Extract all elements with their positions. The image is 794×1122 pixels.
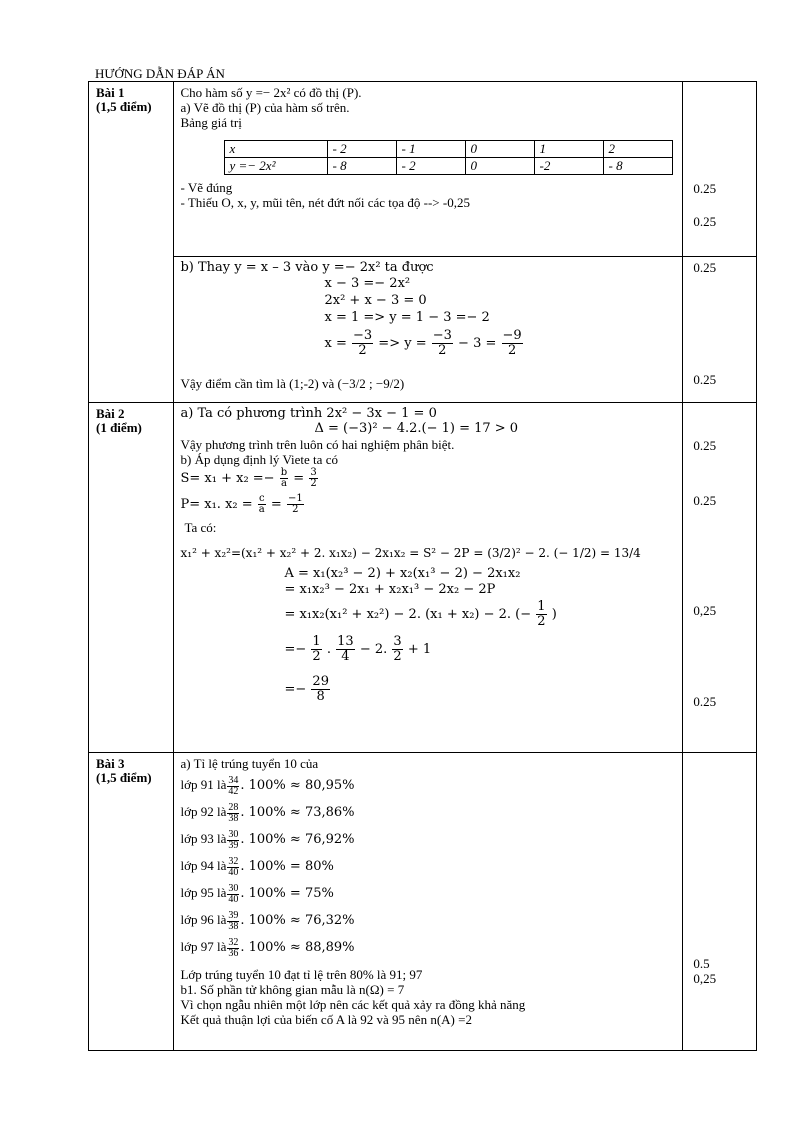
fraction: $\frac{34}{42}$ — [228, 774, 239, 797]
value-cell: y =− 2x² — [225, 158, 328, 175]
class-rate-91: lớp 91 là $\frac{34}{42}$ . 100% ≈ 80,95% — [180, 774, 355, 797]
fraction: $\frac{-3}{2}$ — [432, 328, 452, 358]
answer-table — [88, 81, 757, 1051]
bai2-l11: = x₁x₂(x₁² + x₂²) − 2. (x₁ + x₂) − 2. (− $\frac{1}{2}$ ) — [284, 599, 557, 629]
fraction: $\frac{1}{2}$ — [537, 599, 546, 629]
fraction: $\frac{3}{2}$ — [310, 467, 317, 489]
bai3-points: (1,5 điểm) — [96, 770, 152, 785]
fraction: $\frac{32}{36}$ — [228, 936, 239, 959]
score: 0.25 — [693, 214, 717, 229]
value-cell: - 1 — [397, 141, 466, 158]
score: 0.5 — [693, 956, 710, 971]
bai3-content — [174, 753, 683, 1051]
bai1-table-title: Bảng giá trị — [180, 115, 242, 130]
value-cell: - 8 — [604, 158, 673, 175]
bai2-l4: b) Áp dụng định lý Viete ta có — [180, 452, 338, 467]
fraction: $\frac{30}{39}$ — [228, 828, 239, 851]
fraction: $\frac{b}{a}$ — [280, 467, 288, 489]
score: 0,25 — [693, 971, 717, 986]
fraction: $\frac{1}{2}$ — [312, 634, 321, 664]
fraction: $\frac{-1}{2}$ — [287, 493, 303, 515]
bai1-title: Bài 1 — [96, 85, 125, 100]
page-heading: HƯỚNG DẪN ĐÁP ÁN — [95, 66, 225, 81]
bai3-title: Bài 3 — [96, 756, 125, 771]
fraction: $\frac{-3}{2}$ — [352, 328, 373, 358]
bai2-points: (1 điểm) — [96, 420, 142, 435]
value-cell: - 8 — [328, 158, 397, 175]
bai2-l6: P= x₁. x₂ = $\frac{c}{a}$ = $\frac{-1}{2}$ — [180, 493, 303, 515]
value-cell: 0 — [466, 141, 535, 158]
bai2-l13: =− $\frac{29}{8}$ — [284, 674, 329, 704]
value-cell: 2 — [604, 141, 673, 158]
bai1-intro: Cho hàm số y =− 2x² có đồ thị (P). — [180, 85, 362, 100]
fraction: $\frac{c}{a}$ — [258, 493, 265, 515]
bai1-a-scores — [683, 82, 757, 257]
bai2-l7: Ta có: — [184, 520, 217, 535]
bai1-note1: - Vẽ đúng — [180, 180, 233, 195]
bai1-b-eq2: 2x² + x − 3 = 0 — [324, 293, 427, 308]
bai2-l1: a) Ta có phương trình 2x² − 3x − 1 = 0 — [180, 406, 437, 421]
bai3-intro: a) Tỉ lệ trúng tuyển 10 của — [180, 756, 319, 771]
eq4-tail: − 3 = — [458, 336, 497, 351]
fraction: $\frac{-9}{2}$ — [502, 328, 522, 358]
bai1-note2: - Thiếu O, x, y, mũi tên, nét đứt nối các tọa độ --> -0,25 — [180, 195, 470, 210]
score: 0,25 — [693, 603, 717, 618]
bai2-l2: Δ = (−3)² − 4.2.(− 1) = 17 > 0 — [314, 421, 519, 436]
point-2: (−3/2 ; −9/2) — [337, 376, 405, 391]
class-rate-93: lớp 93 là $\frac{30}{39}$ . 100% ≈ 76,92% — [180, 828, 355, 851]
value-cell: -2 — [535, 158, 604, 175]
bai1-part-a: a) Vẽ đồ thị (P) của hàm số trên. — [180, 100, 350, 115]
class-rate-96: lớp 96 là $\frac{39}{38}$ . 100% ≈ 76,32% — [180, 909, 355, 932]
fraction: $\frac{3}{2}$ — [393, 634, 402, 664]
value-table — [224, 140, 673, 175]
bai1-a-content — [174, 82, 683, 257]
bai2-l10: = x₁x₂³ − 2x₁ + x₂x₁³ − 2x₂ − 2P — [284, 582, 496, 597]
bai2-content — [174, 403, 683, 753]
bai3-scores — [683, 753, 757, 1051]
bai2-l3: Vậy phương trình trên luôn có hai nghiệm phân biệt. — [180, 437, 455, 452]
bai1-b-eq4 — [324, 329, 523, 359]
bai1-b-eq1: x − 3 =− 2x² — [324, 276, 411, 291]
bai1-b-content — [174, 257, 683, 403]
bai2-scores — [683, 403, 757, 753]
bai3-row — [89, 753, 757, 1051]
class-rate-94: lớp 94 là $\frac{32}{40}$ . 100% = 80% — [180, 855, 334, 878]
score: 0.25 — [693, 694, 717, 709]
fraction: $\frac{29}{8}$ — [312, 674, 329, 704]
bai1-row-b — [89, 257, 757, 403]
bai1-b-conclusion: Vậy điểm cần tìm là (1;-2) và (−3/2 ; −9/2) — [180, 376, 405, 391]
value-row-x — [225, 141, 673, 158]
class-rate-95: lớp 95 là $\frac{30}{40}$ . 100% = 75% — [180, 882, 334, 905]
bai3-label-cell — [89, 753, 174, 1051]
score: 0.25 — [693, 493, 717, 508]
fraction: $\frac{32}{40}$ — [228, 855, 239, 878]
value-cell: 0 — [466, 158, 535, 175]
bai1-b-eq3: x = 1 => y = 1 − 3 =− 2 — [324, 310, 490, 325]
value-cell: 1 — [535, 141, 604, 158]
class-rate-97: lớp 97 là $\frac{32}{36}$ . 100% ≈ 88,89% — [180, 936, 355, 959]
value-cell: x — [225, 141, 328, 158]
bai1-points: (1,5 điểm) — [96, 99, 152, 114]
fraction: $\frac{28}{38}$ — [228, 801, 239, 824]
value-cell: - 2 — [328, 141, 397, 158]
score: 0.25 — [693, 438, 717, 453]
bai2-l5: S= x₁ + x₂ =− $\frac{b}{a}$ = $\frac{3}{2}$ — [180, 467, 317, 489]
eq4-mid: => y = — [378, 336, 427, 351]
score: 0.25 — [693, 181, 717, 196]
score: 0.25 — [693, 260, 717, 275]
value-cell: - 2 — [397, 158, 466, 175]
bai1-row-a — [89, 82, 757, 257]
bai1-label-cell — [89, 82, 174, 403]
fraction: $\frac{13}{4}$ — [337, 634, 354, 664]
bai1-b-line1: b) Thay y = x – 3 vào y =− 2x² ta được — [180, 260, 434, 275]
bai2-label-cell — [89, 403, 174, 753]
bai2-title: Bài 2 — [96, 406, 125, 421]
value-row-y — [225, 158, 673, 175]
eq4-x: x = — [324, 336, 347, 351]
fraction: $\frac{39}{38}$ — [228, 909, 239, 932]
bai3-over80: Lớp trúng tuyển 10 đạt tỉ lệ trên 80% là 91; 97 — [180, 967, 423, 982]
bai2-l12: =− $\frac{1}{2}$ . $\frac{13}{4}$ − 2. $\frac{3}{2}$ + 1 — [284, 634, 432, 664]
score: 0.25 — [693, 372, 717, 387]
bai2-l9: A = x₁(x₂³ − 2) + x₂(x₁³ − 2) − 2x₁x₂ — [284, 566, 521, 581]
bai3-b1: b1. Số phần tử không gian mẫu là n(Ω) = 7 — [180, 982, 405, 997]
fraction: $\frac{30}{40}$ — [228, 882, 239, 905]
bai1-b-scores — [683, 257, 757, 403]
bai2-row — [89, 403, 757, 753]
bai2-l8: x₁² + x₂²=(x₁² + x₂² + 2. x₁x₂) − 2x₁x₂ = S² − 2P = (3/2)² − 2. (− 1/2) = 13/4 — [180, 546, 641, 560]
bai3-random: Vì chọn ngẫu nhiên một lớp nên các kết quả xảy ra đồng khả năng — [180, 997, 526, 1012]
class-rate-92: lớp 92 là $\frac{28}{38}$ . 100% ≈ 73,86% — [180, 801, 355, 824]
bai3-fav: Kết quả thuận lợi của biến cố A là 92 và 95 nên n(A) =2 — [180, 1012, 472, 1027]
